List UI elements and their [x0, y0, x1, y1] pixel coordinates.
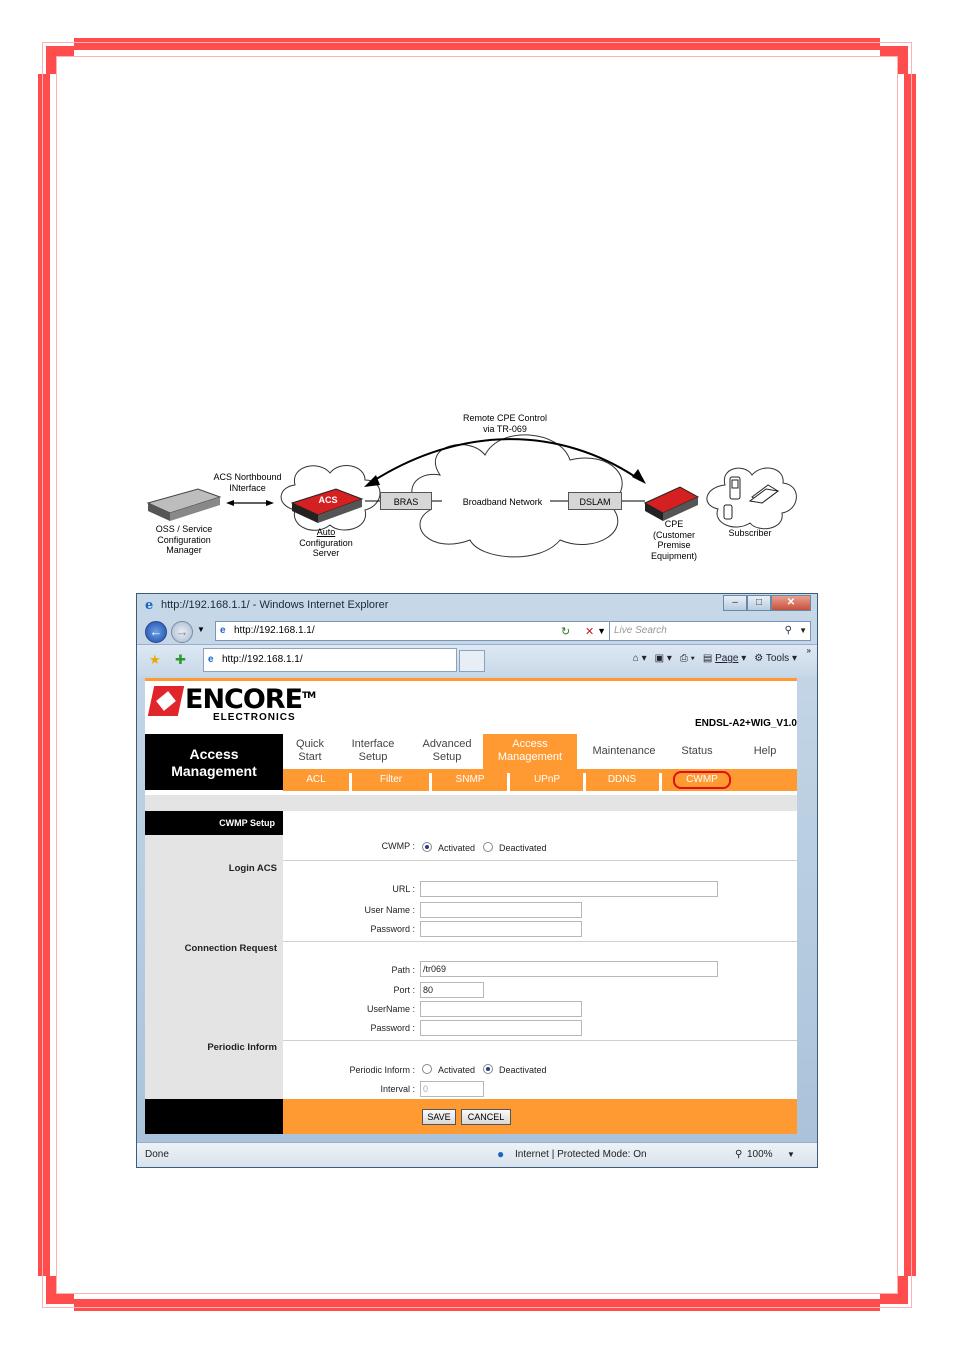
history-dropdown-icon[interactable]: ▼: [197, 625, 205, 634]
status-bar: [137, 1142, 817, 1167]
cpe-device-icon: [645, 487, 698, 521]
minimize-button[interactable]: –: [723, 595, 747, 611]
username-input[interactable]: [420, 902, 582, 918]
more-commands-icon[interactable]: »: [806, 646, 811, 655]
zoom-dropdown-icon[interactable]: ▼: [787, 1150, 795, 1159]
page-menu-label: Page: [715, 653, 739, 664]
password2-label: Password :: [370, 1023, 415, 1033]
tab-label: http://192.168.1.1/: [222, 654, 303, 665]
interval-label: Interval :: [380, 1084, 415, 1094]
path-label: Path :: [391, 965, 415, 975]
internet-zone-icon: ●: [497, 1147, 505, 1161]
search-icon[interactable]: ⚲: [784, 625, 792, 636]
top-accent-bar: [145, 678, 797, 681]
dslam-box: DSLAM: [568, 492, 622, 510]
router-admin-page: [145, 678, 797, 1134]
password2-input[interactable]: [420, 1020, 582, 1036]
status-text: Done: [145, 1149, 169, 1160]
divider: [283, 860, 797, 861]
periodic-deactivated-radio[interactable]: [483, 1064, 493, 1074]
home-icon[interactable]: ⌂ ▾: [632, 653, 647, 664]
network-label: Broadband Network: [462, 497, 543, 507]
cpe-label: CPE (Customer Premise Equipment): [650, 519, 698, 561]
save-button[interactable]: SAVE: [422, 1109, 456, 1125]
url-input[interactable]: [420, 881, 718, 897]
feeds-icon[interactable]: ▣ ▾: [654, 653, 672, 664]
encore-logo: [151, 684, 316, 724]
subscriber-cloud: [707, 468, 796, 529]
subnav-separator: [349, 773, 352, 791]
cwmp-activated-radio[interactable]: [422, 842, 432, 852]
bras-box: BRAS: [380, 492, 432, 510]
tools-menu-label: Tools: [765, 653, 790, 664]
periodic-deactivated-label: Deactivated: [499, 1065, 547, 1075]
northbound-label: ACS Northbound INterface: [213, 472, 282, 493]
encore-logo-mark-icon: [148, 686, 184, 716]
port-label: Port :: [393, 985, 415, 995]
password-label: Password :: [370, 924, 415, 934]
interval-input[interactable]: 0: [420, 1081, 484, 1097]
section-title-line2: Management: [171, 763, 257, 779]
subnav-separator: [429, 773, 432, 791]
subnav-separator: [583, 773, 586, 791]
refresh-icon[interactable]: ↻: [561, 626, 571, 638]
divider: [283, 1040, 797, 1041]
password-input[interactable]: [420, 921, 582, 937]
username2-label: UserName :: [366, 1004, 415, 1014]
subnav-separator: [659, 773, 662, 791]
url-label: URL :: [392, 884, 415, 894]
subnav-ddns[interactable]: DDNS: [607, 774, 637, 785]
subnav-separator: [507, 773, 510, 791]
subnav-acl[interactable]: ACL: [306, 774, 326, 785]
nav-help[interactable]: Help: [753, 745, 777, 757]
footer-actions: [283, 1099, 797, 1134]
brand-text: ENCORE: [185, 684, 303, 715]
search-dropdown-icon[interactable]: ▼: [799, 626, 807, 635]
subnav-upnp[interactable]: UPnP: [533, 774, 561, 785]
periodic-inform-heading: Periodic Inform: [207, 1042, 277, 1053]
acs-label: Auto Configuration Server: [299, 527, 353, 558]
zoom-icon: ⚲: [735, 1149, 743, 1160]
oss-server-icon: [148, 489, 220, 521]
tr069-network-diagram: [140, 405, 800, 570]
path-input[interactable]: /tr069: [420, 961, 718, 977]
sub-nav: [283, 769, 797, 791]
nav-advanced-setup[interactable]: Advanced Setup: [422, 738, 472, 763]
login-acs-heading: Login ACS: [228, 863, 277, 874]
section-title-line1: Access: [189, 746, 239, 762]
username-label: User Name :: [364, 905, 415, 915]
brand-sub: ELECTRONICS: [213, 712, 296, 723]
forward-button[interactable]: →: [171, 621, 193, 643]
address-dropdown-icon[interactable]: ▼: [597, 626, 606, 636]
search-input[interactable]: [609, 621, 811, 641]
section-title: [145, 734, 283, 790]
page-menu[interactable]: ▤ Page ▾: [702, 653, 747, 664]
nav-maintenance[interactable]: Maintenance: [592, 745, 656, 757]
command-bar: [633, 653, 797, 664]
nav-quick-start[interactable]: Quick Start: [295, 738, 325, 763]
tab-page-icon: e: [208, 654, 214, 665]
username2-input[interactable]: [420, 1001, 582, 1017]
subnav-cwmp[interactable]: CWMP: [686, 774, 718, 785]
arc-arrowhead-right: [632, 469, 646, 484]
nav-interface-setup[interactable]: Interface Setup: [351, 738, 395, 763]
new-tab-button[interactable]: [459, 650, 485, 672]
security-zone: Internet | Protected Mode: On: [515, 1149, 647, 1160]
close-button[interactable]: ✕: [771, 595, 811, 611]
search-placeholder: Live Search: [614, 625, 667, 636]
ie-window: [136, 593, 818, 1168]
ie-logo-icon: e: [145, 598, 154, 613]
cwmp-setup-heading: CWMP Setup: [145, 811, 283, 835]
window-controls: [723, 595, 811, 611]
brand-tm: TM: [302, 691, 316, 701]
footer-left: [145, 1099, 283, 1134]
separator-band: [145, 795, 797, 811]
nav-status[interactable]: Status: [681, 745, 713, 757]
cancel-button[interactable]: CANCEL: [461, 1109, 511, 1125]
subnav-snmp[interactable]: SNMP: [455, 774, 485, 785]
left-column: [145, 811, 283, 1099]
maximize-button[interactable]: □: [747, 595, 771, 611]
add-favorites-icon[interactable]: ✚: [175, 652, 186, 667]
subnav-filter[interactable]: Filter: [379, 774, 403, 785]
stop-icon[interactable]: ✕: [585, 626, 595, 638]
zoom-level[interactable]: 100%: [747, 1149, 773, 1160]
periodic-activated-radio[interactable]: [422, 1064, 432, 1074]
title-bar[interactable]: [137, 594, 817, 618]
cwmp-activated-label: Activated: [438, 843, 476, 853]
address-text: http://192.168.1.1/: [234, 625, 315, 636]
main-nav: [283, 734, 797, 769]
page-icon: e: [220, 625, 226, 636]
print-icon[interactable]: ⎙ ▾: [679, 653, 695, 664]
periodic-activated-label: Activated: [438, 1065, 476, 1075]
nav-access-management[interactable]: Access Management: [483, 734, 577, 769]
connection-request-heading: Connection Request: [184, 943, 277, 954]
navigation-bar: [137, 618, 817, 644]
subscriber-handset-icon: [724, 505, 732, 519]
oss-label: OSS / Service Configuration Manager: [155, 524, 213, 555]
brand-name: [185, 684, 315, 715]
northbound-arrowhead-right: [266, 500, 274, 506]
subscriber-label: Subscriber: [728, 528, 772, 538]
model-name: ENDSL-A2+WIG_V1.0: [695, 718, 797, 729]
cwmp-deactivated-label: Deactivated: [499, 843, 547, 853]
remote-control-label: Remote CPE Control via TR-069: [462, 413, 548, 434]
cwmp-highlight-circle: [673, 771, 731, 789]
divider: [283, 941, 797, 942]
subscriber-phone-icon: [730, 477, 740, 499]
cwmp-deactivated-radio[interactable]: [483, 842, 493, 852]
cwmp-label: CWMP :: [381, 841, 415, 851]
window-title: http://192.168.1.1/ - Windows Internet Explorer: [161, 599, 389, 611]
browser-tab[interactable]: [203, 648, 457, 672]
tools-menu[interactable]: ⚙ Tools ▾: [754, 653, 797, 664]
favorites-star-icon[interactable]: ★: [149, 652, 161, 667]
periodic-inform-label: Periodic Inform :: [349, 1065, 415, 1075]
port-input[interactable]: 80: [420, 982, 484, 998]
northbound-arrowhead-left: [226, 500, 234, 506]
address-bar[interactable]: [215, 621, 611, 641]
tab-bar: [137, 644, 817, 676]
acs-device-text: ACS: [318, 495, 338, 505]
back-button[interactable]: ←: [145, 621, 167, 643]
